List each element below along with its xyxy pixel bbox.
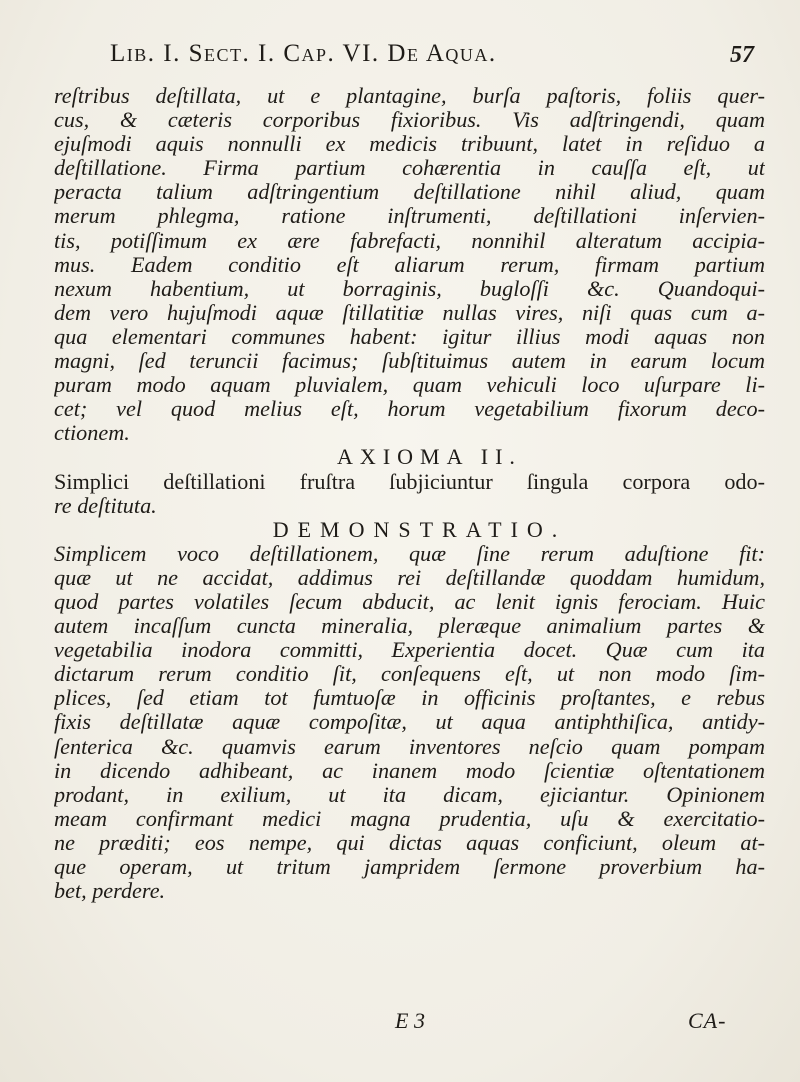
text-line: merum phlegma, ratione inſtrumenti, deſtillationi inſervien- [54,204,765,229]
text-block [54,84,765,903]
text-line: autem incaſſum cuncta mineralia, pleræque animalium partes & [54,614,765,639]
text-line: in dicendo adhibeant, ac inanem modo ſcientiæ oſtentationem [54,758,765,783]
text-line: reſtribus deſtillata, ut e plantagine, burſa paſtoris, foliis quer- [54,84,765,108]
text-line: peracta talium adſtringentium deſtillatione nihil aliud, quam [54,180,765,205]
text-line: dem vero hujuſmodi aquæ ſtillatitiæ nullas vires, niſi quas cum a- [54,300,765,325]
text-line: dictarum rerum conditio ſit, conſequens eſt, ut non modo ſim- [54,662,765,687]
text-line: re deſtituta. [54,493,157,518]
text-line: cet; vel quod melius eſt, horum vegetabilium fixorum deco- [54,397,765,422]
demonstration-heading: DEMONSTRATIO. [272,516,567,542]
text-line: meam confirmant medici magna prudentia, uſu & exercitatio- [54,806,765,831]
text-line: nexum habentium, ut borraginis, bugloſſi &c. Quandoqui- [54,276,765,301]
paragraph-distillation [54,84,765,445]
text-line: ctionem. [54,421,130,446]
text-line: prodant, in exilium, ut ita dicam, ejiciantur. Opinionem [54,782,765,807]
page-header [110,40,754,76]
text-line: plices, ſed etiam tot fumtuoſæ in officinis proſtantes, e rebus [54,686,765,711]
text-line: ejuſmodi aquis nonnulli ex medicis tribuunt, latet in reſiduo a [54,132,765,157]
paragraph-axiom [54,470,765,518]
text-line: que operam, ut tritum jampridem ſermone proverbium ha- [54,855,765,879]
page-footer [0,1008,800,1038]
text-line: fixis deſtillatæ aquæ compoſitæ, ut aqua antiphthiſica, antidy- [54,710,765,735]
text-line: vegetabilia inodora committi, Experientia docet. Quæ cum ita [54,638,765,663]
running-head: Lib. I. Sect. I. Cap. VI. De Aqua. [110,40,497,67]
text-line: deſtillatione. Firma partium cohærentia in cauſſa eſt, ut [54,156,765,181]
paragraph-demonstration [54,542,765,903]
text-line: Simplicem voco deſtillationem, quæ ſine rerum aduſtione fit: [54,541,765,566]
text-line: ſenterica &c. quamvis earum inventores neſcio quam pompam [54,734,765,759]
text-line: bet, perdere. [54,879,166,904]
signature-mark: E 3 [395,1008,425,1033]
catchword: CA- [688,1008,727,1033]
axiom-heading: AXIOMA II. [337,444,522,470]
text-line: quæ ut ne accidat, addimus rei deſtillandæ quoddam humidum, [54,565,765,590]
text-line: mus. Eadem conditio eſt aliarum rerum, firmam partium [54,252,765,277]
text-line: quod partes volatiles ſecum abducit, ac lenit ignis ferociam. Huic [54,589,765,614]
text-line: qua elementari communes habent: igitur illius modi aquas non [54,324,765,349]
text-line: magni, ſed teruncii facimus; ſubſtituimus autem in earum locum [54,349,765,374]
text-line: Simplici deſtillationi fruſtra ſubjiciuntur ſingula corpora odo- [54,469,765,494]
text-line: ne præditi; eos nempe, qui dictas aquas conficiunt, oleum at- [54,830,765,855]
text-line: tis, potiſſimum ex ære fabrefacti, nonnihil alteratum accipia- [54,228,765,253]
text-line: puram modo aquam pluvialem, quam vehiculi loco uſurpare li- [54,373,765,398]
page-number: 57 [730,42,754,68]
text-line: cus, & cæteris corporibus fixioribus. Vis adſtringendi, quam [54,108,765,133]
